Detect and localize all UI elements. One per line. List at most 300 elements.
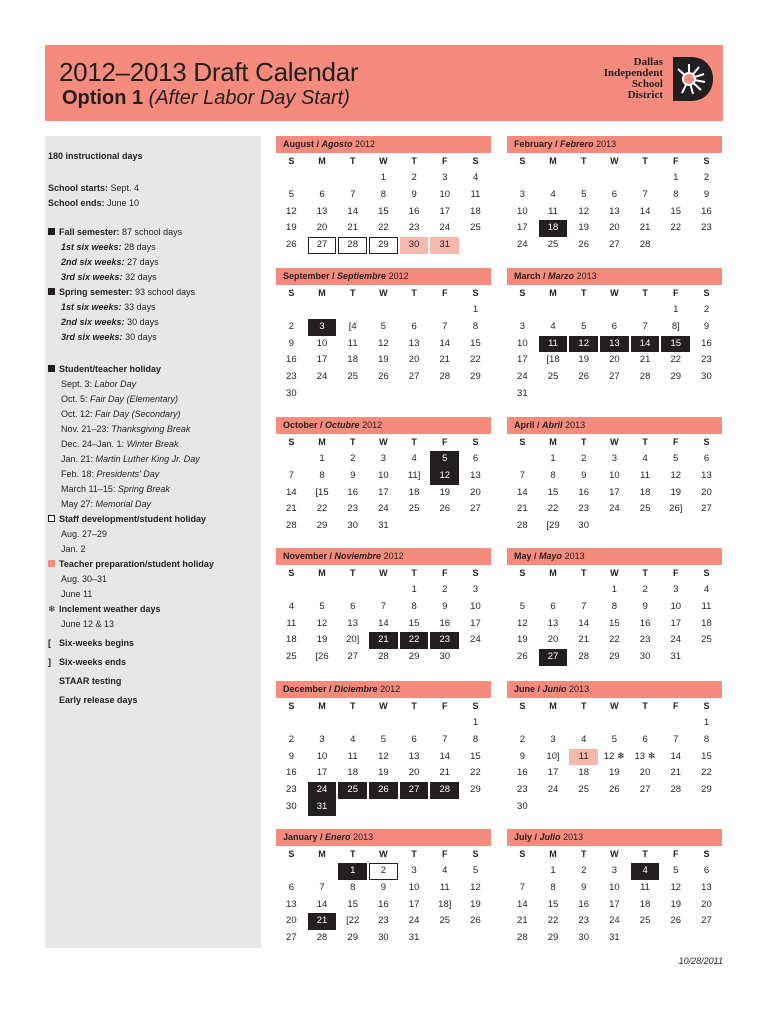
calendar-day: 26 <box>670 915 682 927</box>
calendar-day: 19 <box>578 354 589 366</box>
calendar-day: 9 <box>442 600 448 612</box>
calendar-day: 25 <box>578 784 589 796</box>
weekday-label: S <box>288 849 295 859</box>
calendar-day: 3 <box>550 733 556 745</box>
holiday-legend: Student/teacher holiday <box>48 362 247 377</box>
weekday-label: M <box>318 288 326 298</box>
calendar-day: 23 <box>701 222 712 234</box>
weekday-header <box>276 434 491 451</box>
calendar-day: 31 <box>517 387 528 399</box>
calendar-day: 13 <box>286 898 297 910</box>
calendar-day: 28 <box>578 651 589 663</box>
calendar-day: 24 <box>316 371 328 383</box>
calendar-day: 7 <box>642 188 648 200</box>
calendar-day: 4 <box>472 172 479 183</box>
holiday-item: Jan. 21: Martin Luther King Jr. Day <box>61 454 200 464</box>
calendar-day: 27 <box>609 239 620 251</box>
day-grid <box>276 302 491 403</box>
calendar-day: 5 <box>581 188 587 200</box>
weekday-header <box>507 846 722 863</box>
calendar-day: 2 <box>369 863 398 880</box>
calendar-day: 26 <box>369 782 398 799</box>
calendar-day: 28 <box>430 782 459 799</box>
weekday-label: W <box>610 849 619 859</box>
day-grid <box>276 715 491 816</box>
calendar-day: 9 <box>288 337 294 349</box>
calendar-day: 5 <box>430 451 459 468</box>
calendar-day: 12 <box>578 205 589 217</box>
calendar-day: 29 <box>670 371 682 383</box>
calendar-day: [29 <box>546 520 560 532</box>
calendar-day: 6 <box>703 453 710 464</box>
calendar-day: 11 <box>286 617 297 629</box>
calendar-day: 14 <box>639 205 651 217</box>
calendar-day: 9 <box>411 188 417 200</box>
calendar-day: 8] <box>671 320 680 332</box>
weather-legend: ❄ Inclement weather days <box>48 602 247 617</box>
weekday-label: M <box>318 568 326 578</box>
calendar-day: 10 <box>378 469 389 481</box>
calendar-day: 9 <box>350 469 356 481</box>
calendar-day: 24 <box>517 371 528 383</box>
calendar-day: 2 <box>703 172 710 183</box>
calendar-day: 11 <box>439 881 450 893</box>
weekday-label: T <box>642 156 648 166</box>
weekday-header <box>507 698 722 715</box>
weekday-label: F <box>673 288 679 298</box>
weekday-label: W <box>610 568 619 578</box>
calendar-day: 29 <box>470 371 481 383</box>
calendar-day: 9 <box>703 320 710 332</box>
calendar-day: 28 <box>286 520 297 532</box>
calendar-day: 25 <box>547 239 559 251</box>
calendar-day: 17 <box>316 767 328 779</box>
weekday-label: T <box>642 701 648 711</box>
calendar-day: 12 <box>517 617 528 629</box>
calendar-day: 6 <box>472 453 479 464</box>
calendar-day: 30 <box>347 520 358 532</box>
calendar-day: 17 <box>517 222 528 234</box>
holiday-item: Oct. 12: Fair Day (Secondary) <box>61 409 181 419</box>
calendar-day: 21 <box>639 222 651 234</box>
calendar-day: 29 <box>547 932 559 944</box>
calendar-day: 1 <box>550 865 556 876</box>
weekday-label: T <box>580 156 587 166</box>
weekday-label: T <box>580 568 587 578</box>
calendar-day: 12 <box>378 750 389 762</box>
revision-date: 10/28/2011 <box>678 956 723 966</box>
calendar-day: 3 <box>308 319 337 336</box>
weekday-label: F <box>442 849 448 859</box>
calendar-day: 16 <box>439 617 451 629</box>
calendar-day: 27 <box>539 649 568 666</box>
month-august <box>276 136 491 254</box>
calendar-day: 7 <box>519 469 525 481</box>
calendar-day: 11 <box>347 337 358 349</box>
weekday-label: F <box>442 288 448 298</box>
weekday-label: T <box>580 288 587 298</box>
calendar-day: 10 <box>439 188 451 200</box>
weekday-label: S <box>703 701 710 711</box>
weekday-label: F <box>673 156 679 166</box>
calendar-day: 21 <box>347 222 358 234</box>
calendar-day: 3 <box>319 733 325 745</box>
weekday-label: S <box>519 288 526 298</box>
weekday-label: F <box>673 701 679 711</box>
calendar-day: 18 <box>347 767 358 779</box>
day-grid <box>276 451 491 535</box>
calendar-day: 16 <box>701 205 712 217</box>
calendar-day: 25 <box>547 371 559 383</box>
weekday-label: T <box>349 437 356 447</box>
calendar-day: 13 <box>547 617 559 629</box>
outlined-square-icon <box>48 515 55 522</box>
calendar-day: 17 <box>408 898 420 910</box>
calendar-day: 27 <box>639 784 651 796</box>
weekday-label: W <box>379 701 388 711</box>
calendar-day: 16 <box>408 205 420 217</box>
staff-date: Jan. 2 <box>61 544 86 554</box>
calendar-day: 29 <box>408 651 420 663</box>
weekday-label: W <box>610 156 619 166</box>
calendar-day: 28 <box>639 371 651 383</box>
calendar-day: 16 <box>378 898 389 910</box>
calendar-day: 15 <box>661 336 690 353</box>
weekday-label: T <box>580 701 587 711</box>
calendar-day: 26 <box>378 371 389 383</box>
weekday-label: T <box>642 437 648 447</box>
month-title: August / Agosto 2012 <box>276 136 491 153</box>
calendar-day: 13 ❄ <box>634 750 656 762</box>
calendar-day: [22 <box>346 915 360 927</box>
school-starts: School starts: Sept. 4 <box>48 183 140 193</box>
calendar-day: 7 <box>519 881 525 893</box>
calendar-day: 26 <box>439 503 451 515</box>
calendar-day: 19 <box>378 354 389 366</box>
calendar-day: 25 <box>470 222 481 234</box>
instructional-days: 180 instructional days <box>48 151 143 161</box>
holiday-item: Sept. 3: Labor Day <box>61 379 137 389</box>
calendar-day: 8 <box>350 881 356 893</box>
calendar-day: 13 <box>470 469 481 481</box>
calendar-day: 4 <box>550 320 556 332</box>
calendar-day: 28 <box>670 784 682 796</box>
calendar-day: 8 <box>319 469 325 481</box>
calendar-day: 31 <box>308 799 337 816</box>
calendar-day: 4 <box>631 863 660 880</box>
calendar-day: 18 <box>347 354 358 366</box>
weekday-label: M <box>549 156 557 166</box>
calendar-day: 3 <box>442 172 448 183</box>
calendar-day: 6 <box>703 865 710 876</box>
weekday-label: W <box>610 288 619 298</box>
month-title: December / Diciembre 2012 <box>276 681 491 698</box>
calendar-day: 10 <box>517 205 528 217</box>
calendar-day: 26 <box>578 371 589 383</box>
calendar-day: 23 <box>578 503 589 515</box>
day-grid <box>507 302 722 403</box>
calendar-day: 12 <box>316 617 328 629</box>
calendar-day: 7 <box>380 600 387 612</box>
weekday-label: W <box>379 156 388 166</box>
calendar-day: 14 <box>631 336 660 353</box>
weekday-label: F <box>673 568 679 578</box>
weekday-header <box>507 285 722 302</box>
calendar-day: 17 <box>547 767 559 779</box>
calendar-day: 19 <box>286 222 297 234</box>
calendar-day: 16 <box>517 767 528 779</box>
calendar-day: 2 <box>442 584 448 595</box>
weekday-label: S <box>472 701 479 711</box>
calendar-day: 1 <box>380 172 387 183</box>
calendar-day: 2 <box>350 453 356 464</box>
calendar-day: 12 <box>470 881 481 893</box>
pink-square-icon <box>48 560 55 567</box>
calendar-day: 27 <box>308 237 337 254</box>
calendar-day: 17 <box>470 617 481 629</box>
weekday-label: S <box>472 849 479 859</box>
black-square-icon <box>48 228 55 235</box>
calendar-day: 26] <box>669 503 683 515</box>
calendar-day: 5 <box>380 320 387 332</box>
calendar-day: 2 <box>703 304 710 315</box>
calendar-day: 15 <box>378 205 389 217</box>
calendar-day: 14 <box>439 337 451 349</box>
prep-date: June 11 <box>61 589 93 599</box>
logo-text: Dallas Independent School District <box>603 56 663 101</box>
calendar-day: 25 <box>338 782 367 799</box>
weekday-label: W <box>610 437 619 447</box>
calendar-day: 18 <box>286 634 297 646</box>
weekday-label: S <box>472 437 479 447</box>
weekday-label: M <box>318 701 326 711</box>
day-grid <box>276 170 491 254</box>
day-grid <box>276 582 491 666</box>
month-march <box>507 268 722 403</box>
calendar-day: 18 <box>639 898 651 910</box>
calendar-day: 10 <box>470 600 481 612</box>
calendar-day: 17 <box>670 617 682 629</box>
calendar-day: 5 <box>319 600 325 612</box>
holiday-item: Oct. 5: Fair Day (Elementary) <box>61 394 179 404</box>
calendar-day: 22 <box>670 354 682 366</box>
black-square-icon <box>48 288 55 295</box>
weekday-header <box>276 285 491 302</box>
month-title: September / Septiembre 2012 <box>276 268 491 285</box>
calendar-day: 2 <box>288 733 294 745</box>
calendar-day: 20 <box>701 898 712 910</box>
spring-week-1: 1st six weeks: 33 days <box>61 302 156 312</box>
weekday-label: T <box>411 156 417 166</box>
calendar-day: 14 <box>316 898 328 910</box>
calendar-day: [18 <box>546 354 560 366</box>
calendar-day: 10 <box>408 881 420 893</box>
calendar-day: 2 <box>642 584 648 595</box>
fall-semester: Fall semester: 87 school days <box>48 225 247 240</box>
calendar-day: 17 <box>609 898 620 910</box>
calendar-day: 26 <box>517 651 528 663</box>
weekday-label: M <box>318 849 326 859</box>
page-subtitle <box>62 87 350 110</box>
weekday-label: S <box>288 701 295 711</box>
month-december <box>276 681 491 816</box>
weekday-label: S <box>288 288 295 298</box>
calendar-day: 10 <box>609 881 620 893</box>
month-title: January / Enero 2013 <box>276 829 491 846</box>
month-title: April / Abril 2013 <box>507 417 722 434</box>
calendar-day: 27 <box>400 782 429 799</box>
calendar-day: 22 <box>400 632 429 649</box>
fall-week-1: 1st six weeks: 28 days <box>61 242 156 252</box>
calendar-day: 16 <box>701 337 712 349</box>
calendar-day: 28 <box>338 237 367 254</box>
calendar-day: 23 <box>701 354 712 366</box>
calendar-day: 18 <box>701 617 712 629</box>
fall-week-2: 2nd six weeks: 27 days <box>61 257 159 267</box>
calendar-day: 4 <box>642 453 648 464</box>
calendar-day: 12 <box>569 336 598 353</box>
holiday-item: March 11–15: Spring Break <box>61 484 170 494</box>
open-bracket-icon: [ <box>48 638 51 648</box>
calendar-day: 12 <box>378 337 389 349</box>
calendar-day: 22 <box>547 503 559 515</box>
calendar-day: 23 <box>408 222 420 234</box>
calendar-day: 30 <box>517 800 528 812</box>
calendar-day: 8 <box>611 600 618 612</box>
calendar-day: 30 <box>701 371 712 383</box>
calendar-day: 3 <box>611 865 618 876</box>
calendar-day: 21 <box>308 913 337 930</box>
calendar-day: 22 <box>701 767 712 779</box>
weekday-header <box>276 698 491 715</box>
calendar-day: 22 <box>609 634 620 646</box>
calendar-day: 20] <box>346 634 360 646</box>
calendar-day: 27 <box>286 932 297 944</box>
calendar-day: 15 <box>347 898 358 910</box>
holiday-list <box>48 377 247 512</box>
weekday-label: S <box>288 437 295 447</box>
month-title: March / Marzo 2013 <box>507 268 722 285</box>
calendar-day: 19 <box>609 767 620 779</box>
calendar-day: 24 <box>609 915 620 927</box>
calendar-day: 20 <box>408 354 420 366</box>
weekday-label: S <box>703 288 710 298</box>
calendar-day: 7 <box>442 733 448 745</box>
calendar-day: 17 <box>439 205 451 217</box>
calendar-day: 14 <box>670 750 682 762</box>
calendar-day: 6 <box>350 600 356 612</box>
calendar-day: 30 <box>439 651 451 663</box>
calendar-day: 14 <box>378 617 389 629</box>
calendar-day: 25 <box>701 634 712 646</box>
calendar-day: 20 <box>701 486 712 498</box>
calendar-day: 18 <box>578 767 589 779</box>
prep-date: Aug. 30–31 <box>61 574 108 584</box>
weekday-label: W <box>610 701 619 711</box>
calendar-day: 24 <box>609 503 620 515</box>
calendar-day: 17 <box>609 486 620 498</box>
calendar-day: 16 <box>578 486 589 498</box>
calendar-day: 30 <box>639 651 651 663</box>
weekday-label: S <box>288 568 295 578</box>
weekday-label: S <box>703 849 710 859</box>
calendar-day: 18 <box>539 220 568 237</box>
calendar-day: 3 <box>519 320 525 332</box>
calendar-day: 22 <box>470 767 481 779</box>
calendar-day: 1 <box>550 453 556 464</box>
weekday-label: T <box>580 849 587 859</box>
calendar-day: 28 <box>517 520 528 532</box>
calendar-day: 4 <box>581 733 587 745</box>
month-title: July / Julio 2013 <box>507 829 722 846</box>
weather-dates: June 12 & 13 <box>61 619 115 629</box>
month-title: October / Octubre 2012 <box>276 417 491 434</box>
weekday-label: T <box>411 568 417 578</box>
weekday-label: F <box>442 437 448 447</box>
calendar-day: 20 <box>547 634 559 646</box>
weekday-label: S <box>472 568 479 578</box>
weekday-label: S <box>519 437 526 447</box>
calendar-day: 17 <box>316 354 328 366</box>
calendar-day: 28 <box>439 371 451 383</box>
calendar-day: 5 <box>472 865 479 876</box>
weekday-label: T <box>349 849 356 859</box>
calendar-day: 6 <box>611 320 618 332</box>
option-label: Option 1 <box>62 87 144 109</box>
calendar-day: 11 <box>640 469 651 481</box>
weekday-label: S <box>519 849 526 859</box>
calendar-day: 4 <box>703 584 710 595</box>
calendar-day: 26 <box>609 784 620 796</box>
weekday-label: F <box>442 568 448 578</box>
weekday-label: S <box>519 156 526 166</box>
calendar-day: 27 <box>701 915 712 927</box>
calendar-day: 23 <box>286 371 297 383</box>
fall-week-3: 3rd six weeks: 32 days <box>61 272 157 282</box>
calendar-day: 30 <box>286 387 297 399</box>
weekday-label: T <box>642 849 648 859</box>
calendar-day: 9 <box>581 881 587 893</box>
calendar-day: 29 <box>701 784 712 796</box>
weekday-label: T <box>642 288 648 298</box>
month-june <box>507 681 722 816</box>
calendar-day: 12 <box>670 881 682 893</box>
weekday-label: W <box>379 568 388 578</box>
calendar-day: 12 <box>286 205 297 217</box>
calendar-day: 5 <box>380 733 387 745</box>
month-july <box>507 829 722 947</box>
weekday-label: T <box>642 568 648 578</box>
calendar-day: 23 <box>286 784 297 796</box>
calendar-day: 4 <box>550 188 556 200</box>
day-grid <box>507 863 722 947</box>
calendar-day: 20 <box>470 486 481 498</box>
calendar-day: 17 <box>378 486 389 498</box>
calendar-day: 21 <box>670 767 682 779</box>
calendar-day: 15 <box>470 750 481 762</box>
calendar-day: 10 <box>517 337 528 349</box>
page-title: 2012–2013 Draft Calendar <box>59 57 359 87</box>
calendar-day: 10 <box>670 600 682 612</box>
calendar-day: 11 <box>640 881 651 893</box>
weekday-label: T <box>411 849 417 859</box>
weekday-label: W <box>379 288 388 298</box>
weekday-label: F <box>442 701 448 711</box>
weekday-label: T <box>411 437 417 447</box>
calendar-day: 28 <box>316 932 328 944</box>
weekday-label: S <box>703 156 710 166</box>
calendar-day: 8 <box>472 320 479 332</box>
